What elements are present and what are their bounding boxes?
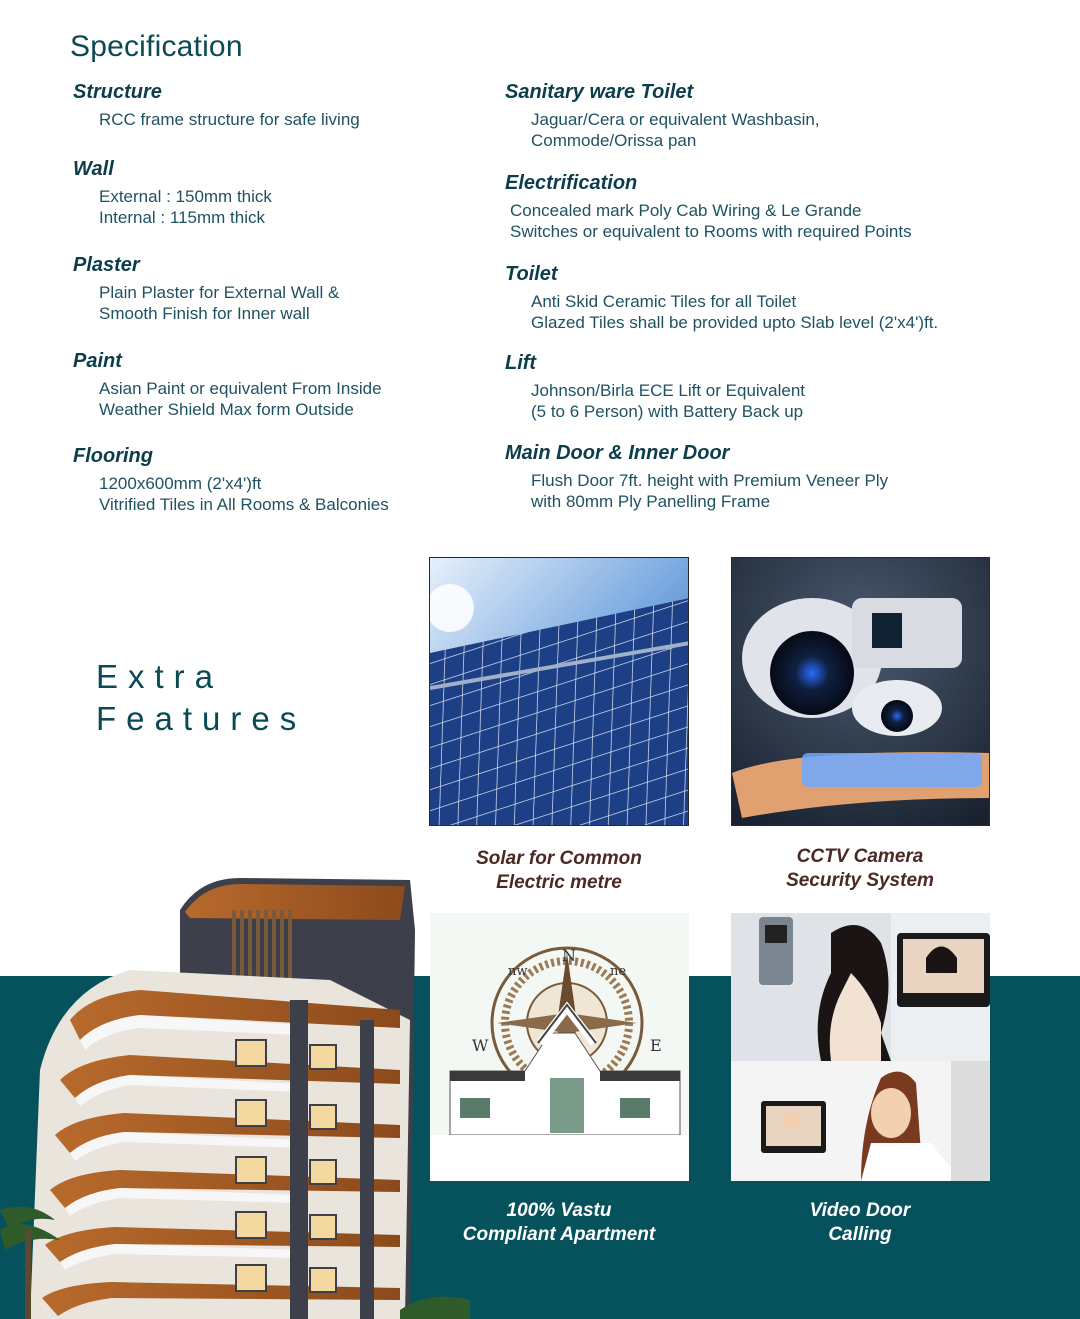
- spec-title: Structure: [73, 81, 162, 103]
- spec-line: with 80mm Ply Panelling Frame: [531, 492, 771, 511]
- compass-north-letter: N: [562, 946, 576, 965]
- video-door-caption: [730, 1199, 990, 1247]
- vastu-caption-line2: Compliant Apartment: [462, 1224, 656, 1245]
- spec-main-door: [505, 441, 888, 512]
- spec-title: Flooring: [73, 445, 153, 467]
- spec-electrification: [505, 171, 912, 242]
- cctv-camera-image: [731, 557, 990, 826]
- spec-lift: [505, 351, 805, 422]
- vastu-caption-line1: 100% Vastu: [506, 1200, 612, 1221]
- spec-line: Plain Plaster for External Wall &: [99, 283, 340, 302]
- spec-flooring: [73, 444, 389, 515]
- spec-line: (5 to 6 Person) with Battery Back up: [531, 402, 804, 421]
- extra-features-title-line1: Extra: [96, 658, 224, 695]
- spec-title: Wall: [73, 158, 114, 180]
- video-door-caption-line2: Calling: [828, 1224, 892, 1245]
- spec-line: Flush Door 7ft. height with Premium Veneer Ply: [531, 471, 889, 490]
- compass-east-letter: E: [650, 1036, 662, 1055]
- compass-northeast-letters: ne: [610, 964, 627, 979]
- cctv-caption-line1: CCTV Camera: [796, 846, 924, 867]
- spec-paint: [73, 349, 382, 420]
- spec-line: Commode/Orissa pan: [531, 131, 697, 150]
- spec-line: Glazed Tiles shall be provided upto Slab level (2'x4')ft.: [531, 313, 939, 332]
- spec-title: Main Door & Inner Door: [505, 442, 730, 464]
- spec-title: Lift: [505, 352, 537, 374]
- solar-caption: [429, 847, 689, 895]
- spec-line: External : 150mm thick: [99, 187, 272, 206]
- spec-title: Electrification: [505, 172, 638, 194]
- video-door-image: [731, 913, 990, 1181]
- cctv-caption-line2: Security System: [786, 870, 934, 891]
- spec-wall: [73, 157, 272, 228]
- spec-line: Asian Paint or equivalent From Inside: [99, 379, 382, 398]
- vastu-compass-image: [430, 913, 689, 1181]
- spec-title: Sanitary ware Toilet: [505, 81, 694, 103]
- spec-title: Toilet: [505, 263, 558, 285]
- solar-panel-image: [429, 557, 689, 826]
- extra-features-title-line2: Features: [96, 700, 307, 737]
- solar-caption-line1: Solar for Common: [476, 848, 642, 869]
- spec-line: Internal : 115mm thick: [99, 208, 265, 227]
- spec-line: Weather Shield Max form Outside: [99, 400, 354, 419]
- spec-line: Concealed mark Poly Cab Wiring & Le Grande: [510, 201, 862, 220]
- spec-line: Johnson/Birla ECE Lift or Equivalent: [531, 381, 806, 400]
- spec-plaster: [73, 253, 339, 324]
- spec-title: Plaster: [73, 254, 140, 276]
- spec-title: Paint: [73, 350, 122, 372]
- spec-line: Vitrified Tiles in All Rooms & Balconies: [99, 495, 389, 514]
- video-door-caption-line1: Video Door: [809, 1200, 911, 1221]
- apartment-building-illustration: [0, 870, 470, 1319]
- spec-structure: [73, 80, 360, 130]
- spec-line: Smooth Finish for Inner wall: [99, 304, 310, 323]
- spec-line: 1200x600mm (2'x4')ft: [99, 474, 262, 493]
- solar-caption-line2: Electric metre: [496, 872, 622, 893]
- compass-west-letter: W: [472, 1036, 489, 1055]
- compass-northwest-letters: nw: [508, 964, 528, 979]
- page-title: Specification: [70, 30, 243, 63]
- vastu-caption: [429, 1199, 689, 1247]
- spec-toilet: [505, 262, 938, 333]
- spec-line: RCC frame structure for safe living: [99, 110, 360, 129]
- spec-line: Jaguar/Cera or equivalent Washbasin,: [531, 110, 820, 129]
- spec-sanitary-ware: [505, 80, 820, 151]
- extra-features-title: [96, 656, 306, 740]
- spec-line: Switches or equivalent to Rooms with required Points: [510, 222, 912, 241]
- spec-line: Anti Skid Ceramic Tiles for all Toilet: [531, 292, 797, 311]
- cctv-caption: [730, 845, 990, 893]
